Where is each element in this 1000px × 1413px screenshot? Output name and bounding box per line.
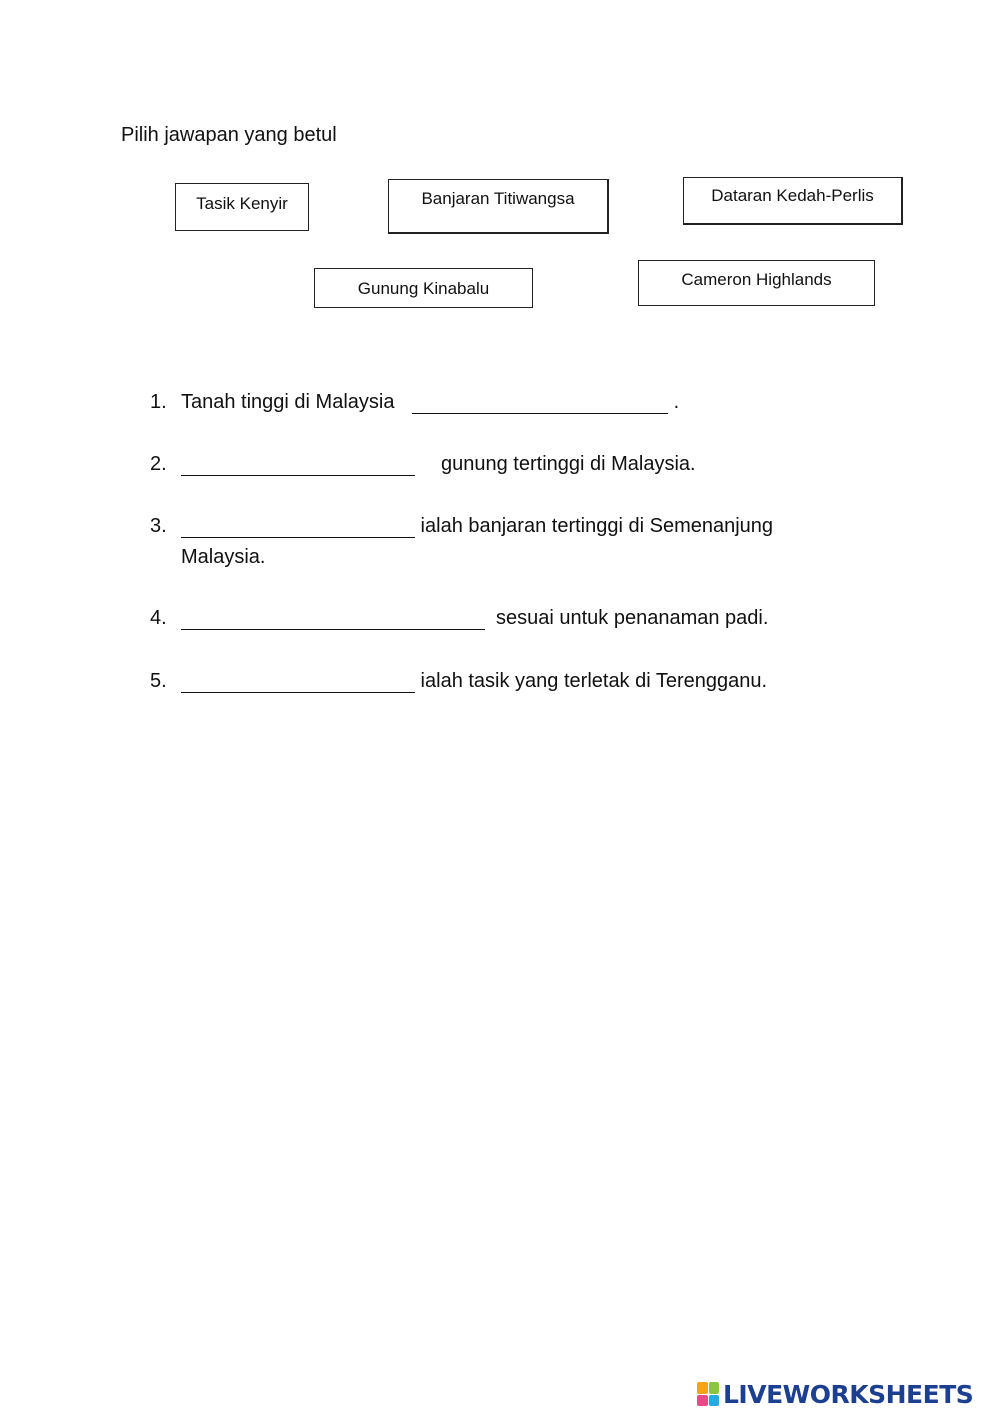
logo-square-2 xyxy=(709,1382,720,1394)
question-text: ialah tasik yang terletak di Terengganu. xyxy=(415,670,768,692)
word-gunung-kinabalu[interactable]: Gunung Kinabalu xyxy=(314,268,533,308)
question-text-end: . xyxy=(668,391,680,413)
word-dataran-kedah-perlis[interactable]: Dataran Kedah-Perlis xyxy=(683,177,903,225)
question-text: sesuai untuk penanaman padi. xyxy=(496,607,769,629)
question-text-line2: Malaysia. xyxy=(181,546,266,568)
logo-square-3 xyxy=(697,1395,708,1407)
answer-blank-5[interactable] xyxy=(181,673,415,693)
question-number: 1. xyxy=(150,391,167,413)
question-text: ialah banjaran tertinggi di Semenanjung xyxy=(415,515,774,537)
question-number: 4. xyxy=(150,607,167,629)
question-text: Tanah tinggi di Malaysia xyxy=(181,391,395,413)
liveworksheets-logo[interactable] xyxy=(697,1379,973,1409)
logo-square-1 xyxy=(697,1382,708,1394)
instruction-text: Pilih jawapan yang betul xyxy=(121,124,337,146)
question-number: 3. xyxy=(150,515,167,537)
logo-square-4 xyxy=(709,1395,720,1407)
answer-blank-3[interactable] xyxy=(181,518,415,538)
answer-blank-4[interactable] xyxy=(181,610,485,630)
logo-grid-icon xyxy=(697,1382,719,1406)
question-number: 5. xyxy=(150,670,167,692)
word-tasik-kenyir[interactable]: Tasik Kenyir xyxy=(175,183,309,231)
answer-blank-1[interactable] xyxy=(412,394,668,414)
word-banjaran-titiwangsa[interactable]: Banjaran Titiwangsa xyxy=(388,179,609,234)
logo-text: LIVEWORKSHEETS xyxy=(723,1379,974,1409)
question-number: 2. xyxy=(150,453,167,475)
answer-blank-2[interactable] xyxy=(181,456,415,476)
question-text: gunung tertinggi di Malaysia. xyxy=(441,453,696,475)
word-cameron-highlands[interactable]: Cameron Highlands xyxy=(638,260,875,306)
